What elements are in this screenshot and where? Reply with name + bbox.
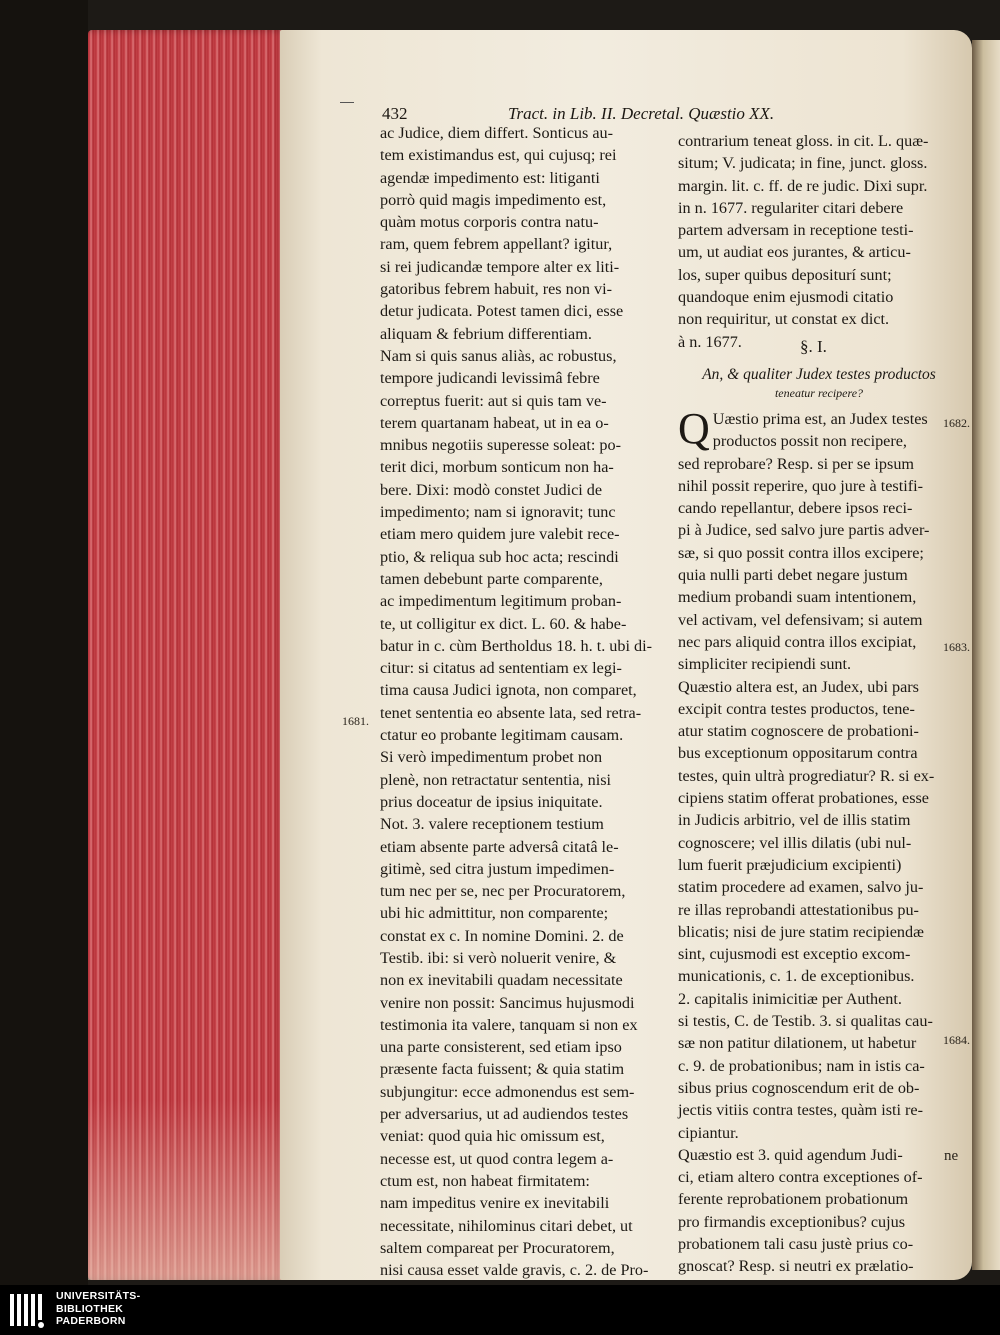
right-column-top	[678, 130, 960, 353]
logo-line-2: BIBLIOTHEK	[56, 1302, 124, 1315]
library-footer	[0, 1285, 1000, 1335]
right-column-body-line: sibus prius cognoscendum erit de ob-	[678, 1078, 920, 1097]
right-column-body-line: nihil possit reperire, quo jure à testifi-	[678, 476, 923, 495]
left-column-line: præsente facta fuissent; & quia statim	[380, 1060, 625, 1079]
left-column-line: Testib. ibi: si verò noluerit venire, &	[380, 948, 617, 967]
right-column-body-line: sed reprobare? Resp. si per se ipsum	[678, 454, 914, 473]
right-column-body-line: productos possit non recipere,	[712, 432, 907, 451]
left-column-line: aliquam & febrium differentiam.	[380, 324, 592, 343]
right-column-body-line: probationem tali casu justè prius co-	[678, 1234, 914, 1253]
right-column-body-line: in Judicis arbitrio, vel de illis statim	[678, 811, 911, 830]
left-column-line: bere. Dixi: modò constet Judici de	[380, 480, 603, 499]
left-column-line: ubi hic admittitur, non comparente;	[380, 904, 609, 923]
left-column-line: correptus fuerit: aut si quis tam ve-	[380, 391, 607, 410]
right-column-body-line: sæ non patitur dilationem, ut habetur	[678, 1034, 917, 1053]
margin-number-1682: 1682.	[943, 416, 970, 430]
right-column-body-line: re illas reprobandi attestationibus pu-	[678, 900, 919, 919]
right-column-body-line: cipiantur.	[678, 1123, 739, 1142]
left-column-line: si rei judicandæ tempore alter ex liti-	[380, 257, 620, 276]
left-column-line: agendæ impedimento est: litiganti	[380, 168, 600, 187]
library-logo-icon	[8, 1290, 48, 1330]
left-column-line: etiam absente parte adversâ citatâ le-	[380, 837, 619, 856]
left-column-line: veniat: quod quia hic omissum est,	[380, 1127, 605, 1146]
right-column-body-line: atur statim cognoscere de probationi-	[678, 722, 919, 741]
left-column-line: ac impedimentum legitimum proban-	[380, 592, 622, 611]
left-column-line: impedimento; nam si ignoravit; tunc	[380, 503, 616, 522]
right-column-body-line: blicatis; nisi de jure statim recipiendæ	[678, 922, 924, 941]
right-column-top-line: à n. 1677.	[678, 332, 742, 351]
right-column-body-line: cando repellantur, debere ipsos reci-	[678, 499, 913, 518]
left-column-line: etiam mero quidem jure valebit rece-	[380, 525, 620, 544]
left-column-line: mnibus negotiis superesse soleat: po-	[380, 436, 621, 455]
left-column-line: quàm motus corporis contra natu-	[380, 213, 599, 232]
red-page-edges	[88, 30, 288, 1280]
right-column-body-line: excipit contra testes productos, tene-	[678, 699, 915, 718]
left-column	[380, 122, 662, 1326]
left-column-line: gitimè, sed citra justum impedimen-	[380, 859, 615, 878]
left-column-line: prius doceatur de ipsius iniquitate.	[380, 792, 603, 811]
left-column-line: gatoribus febrem habuit, res non vi-	[380, 280, 612, 299]
left-column-line: detur judicata. Potest tamen dici, esse	[380, 302, 624, 321]
page-number: 432	[382, 104, 408, 123]
logo-line-1: UNIVERSITÄTS-	[56, 1290, 141, 1302]
section-mark: §. I.	[800, 337, 827, 356]
right-column-top-line: partem adversam in receptione testi-	[678, 221, 914, 240]
right-column-body-line: nec pars aliquid contra illos excipiat,	[678, 632, 917, 651]
left-column-line: subjungitur: ecce admonendus est sem-	[380, 1082, 635, 1101]
right-column-top-line: los, super quibus depositurí sunt;	[678, 265, 892, 284]
scan-background	[0, 0, 88, 1285]
right-column-body-line: medium probandi suam intentionem,	[678, 588, 917, 607]
left-column-line: per adversarius, ut ad audiendos testes	[380, 1105, 629, 1124]
right-column-top-line: non requiritur, ut constat ex dict.	[678, 310, 890, 329]
left-column-line: tempore judicandi levissimâ febre	[380, 369, 600, 388]
left-column-line: Not. 3. valere receptionem testium	[380, 815, 604, 834]
left-column-line: tenet sententia eo absente lata, sed retra-	[380, 703, 642, 722]
catchword: ne	[944, 1148, 959, 1164]
margin-mark	[340, 102, 354, 103]
left-column-line: non ex inevitabili quadam necessitate	[380, 971, 623, 990]
right-column-body-line: Quæstio altera est, an Judex, ubi pars	[678, 677, 919, 696]
section-title	[678, 365, 960, 403]
left-column-line: nisi causa esset valde gravis, c. 2. de Pro-	[380, 1261, 649, 1280]
right-column-body-line: pro firmandis exceptionibus? cujus	[678, 1212, 906, 1231]
left-column-line: Si verò impedimentum probet non	[380, 748, 603, 767]
right-column-body-line: lum fuerit præjudicium excipienti)	[678, 855, 902, 874]
right-column-top-line: um, ut audiat eos jurantes, & articu-	[678, 243, 911, 262]
left-column-line: tima causa Judici ignota, non comparet,	[380, 681, 637, 700]
right-column-body-line: vel activam, vel defensivam; si autem	[678, 610, 923, 629]
left-column-line: terit dici, morbum sonticum non ha-	[380, 458, 614, 477]
right-column-body-line: testes, quin ultrà progrediatur? R. si ex-	[678, 766, 935, 785]
margin-number-1683: 1683.	[943, 640, 970, 654]
right-column-top-line: in n. 1677. regulariter citari debere	[678, 198, 904, 217]
left-column-line: te, ut colligitur ex dict. L. 60. & habe-	[380, 614, 627, 633]
right-column-body-line: sæ, si quo possit contra illos excipere;	[678, 543, 924, 562]
drop-cap-q: Q	[678, 404, 710, 453]
page-edges-faded	[88, 1100, 288, 1280]
left-column-line: terem quartanam habeat, ut in ea o-	[380, 413, 609, 432]
margin-number-1684: 1684.	[943, 1033, 970, 1047]
left-column-line: necesse est, ut quod contra legem a-	[380, 1149, 614, 1168]
facing-page-edge	[972, 40, 1000, 1270]
logo-line-3: PADERBORN	[56, 1315, 126, 1327]
right-column-body-line: ci, etiam altero contra exceptiones of-	[678, 1168, 923, 1187]
left-column-line: ctum est, non habeat firmitatem:	[380, 1171, 590, 1190]
left-column-line: constat ex c. In nomine Domini. 2. de	[380, 926, 624, 945]
right-column-body-line: gnoscat? Resp. si neutri ex prælatio-	[678, 1257, 914, 1276]
right-column-body-line: statim procedere ad examen, salvo ju-	[678, 878, 924, 897]
right-column-body-line: c. 9. de probationibus; nam in istis ca-	[678, 1056, 925, 1075]
left-column-line: nam impeditus venire ex inevitabili	[380, 1194, 610, 1213]
right-column-body-line: ferente reprobationem probationum	[678, 1190, 909, 1209]
right-column-top-line: contrarium teneat gloss. in cit. L. quæ-	[678, 132, 929, 150]
right-column-top-line: quandoque enim ejusmodi citatio	[678, 288, 894, 307]
left-column-line: Nam si quis sanus aliàs, ac robustus,	[380, 346, 617, 365]
left-column-line: ptio, & reliqua sub hoc acta; rescindi	[380, 547, 619, 566]
left-column-line: porrò quid magis impedimento est,	[380, 190, 607, 209]
right-column-top-line: margin. lit. c. ff. de re judic. Dixi supr.	[678, 176, 928, 195]
left-column-line: saltem compareat per Procuratorem,	[380, 1238, 615, 1257]
left-column-line: una parte consisterent, sed etiam ipso	[380, 1038, 622, 1057]
right-column-body-line: si testis, C. de Testib. 3. si qualitas cau-	[678, 1012, 933, 1031]
right-column-body-line: bus exceptionum oppositarum contra	[678, 744, 918, 763]
right-column-body-line: jectis vitiis contra testes, quàm isti re-	[678, 1101, 924, 1120]
left-column-line: ram, quem febrem appellant? igitur,	[380, 235, 613, 254]
section-title-line1: An, & qualiter Judex testes productos	[702, 366, 936, 383]
left-column-line: tum nec per se, nec per Procuratorem,	[380, 882, 626, 901]
right-column-body-line: Quæstio est 3. quid agendum Judi-	[678, 1145, 903, 1164]
left-column-line: plenè, non retractatur sententia, nisi	[380, 770, 612, 789]
right-column-body-line: Uæstio prima est, an Judex testes	[712, 410, 928, 428]
right-column-body-line: municationis, c. 1. de exceptionibus.	[678, 967, 915, 986]
right-column-body-line: quia nulli parti debet negare justum	[678, 566, 908, 585]
right-column-body-line: 2. capitalis inimicitiæ per Authent.	[678, 989, 902, 1008]
left-column-line: tem existimandus est, qui cujusq; rei	[380, 146, 617, 165]
left-column-line: citur: si citatus ad sententiam ex legi-	[380, 659, 622, 678]
right-column-body-line: sint, cujusmodi est exceptio excom-	[678, 945, 911, 964]
left-column-line: necessitate, nihilominus citari debet, ut	[380, 1216, 633, 1235]
library-logo-text	[56, 1290, 140, 1328]
right-column-body-line: simpliciter recipiendi sunt.	[678, 655, 852, 674]
left-column-line: tamen debebunt parte comparente,	[380, 569, 603, 588]
margin-number-1681: 1681.	[342, 714, 369, 728]
left-column-line: batur in c. cùm Bertholdus 18. h. t. ubi di-	[380, 636, 653, 655]
left-column-line: ac Judice, diem differt. Sonticus au-	[380, 124, 614, 142]
right-column-body-line: pi à Judice, sed salvo jure partis adver-	[678, 521, 930, 540]
left-column-line: testimonia ita valere, tanquam si non ex	[380, 1015, 638, 1034]
running-title: Tract. in Lib. II. Decretal. Quæstio XX.	[508, 104, 775, 123]
right-column-body	[678, 404, 960, 1278]
right-column-body-line: cognoscere; vel illis dilatis (ubi nul-	[678, 833, 912, 852]
right-column-top-line: situm; V. judicata; in fine, junct. gloss.	[678, 154, 928, 173]
right-column-body-line: cipiens statim offerat probationes, esse	[678, 789, 929, 808]
section-title-line2: teneatur recipere?	[774, 386, 864, 400]
left-column-line: ctatur eo probante legitimam causam.	[380, 726, 624, 745]
left-column-line: venire non possit: Sancimus hujusmodi	[380, 993, 635, 1012]
